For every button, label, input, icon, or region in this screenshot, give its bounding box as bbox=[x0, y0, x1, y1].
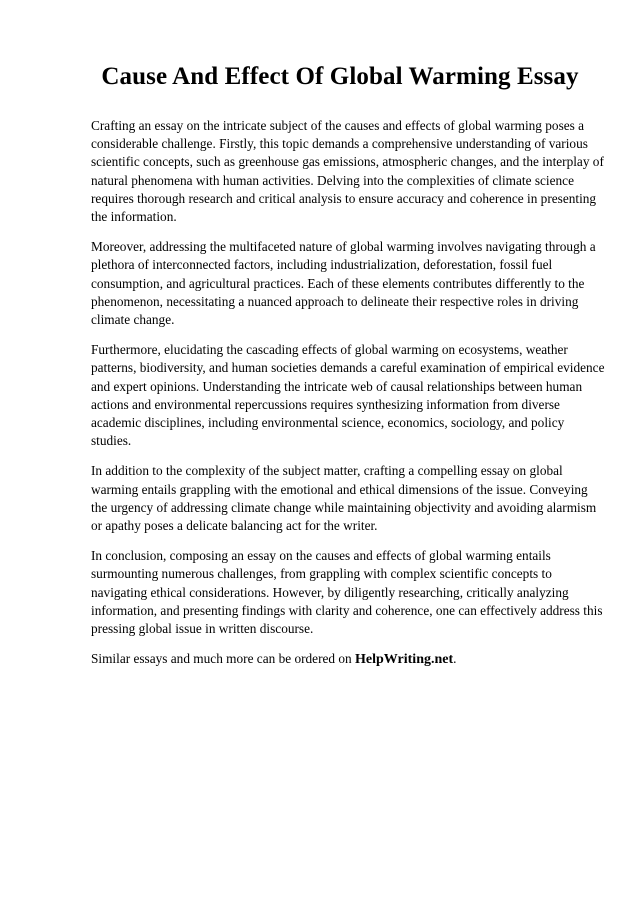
paragraph-4: In addition to the complexity of the subject matter, crafting a compelling essay on global warming entails grappling with the emotional and ethical dimensions of the issue. Conveying the urgency of addressing climate change while maintaining objectivity and avoiding alarmism or apathy poses a delicate balancing act for the writer. bbox=[91, 463, 597, 534]
closing-prefix: Similar essays and much more can be ordered on bbox=[91, 651, 356, 667]
closing-paragraph bbox=[91, 650, 606, 669]
closing-suffix: . bbox=[453, 651, 457, 667]
helpwriting-link[interactable]: HelpWriting.net bbox=[355, 652, 454, 668]
paragraph-3: Furthermore, elucidating the cascading effects of global warming on ecosystems, weather patterns, biodiversity, and human societies demands a careful examination of empirical evidence and expert opinions. Understanding the intricate web of causal relationships between human actions and environmental repercussions requires synthesizing information from diverse academic disciplines, including environmental science, economics, sociology, and policy studies. bbox=[91, 342, 605, 449]
paragraph-1: Crafting an essay on the intricate subject of the causes and effects of global warming poses a considerable challenge. Firstly, this topic demands a comprehensive understanding of various scientific concepts, such as greenhouse gas emissions, atmospheric changes, and the interplay of natural phenomena with human activities. Delving into the complexities of climate science requires thorough research and critical analysis to ensure accuracy and coherence in presenting the information. bbox=[91, 118, 604, 225]
paragraph-2: Moreover, addressing the multifaceted nature of global warming involves navigating through a plethora of interconnected factors, including industrialization, deforestation, fossil fuel consumption, and agricultural practices. Each of these elements contributes differently to the phenomenon, necessitating a nuanced approach to delineate their respective roles in driving climate change. bbox=[91, 239, 596, 328]
paragraph-5: In conclusion, composing an essay on the causes and effects of global warming entails surmounting numerous challenges, from grappling with complex scientific concepts to navigating ethical considerations. However, by diligently researching, critically analyzing information, and presenting findings with clarity and coherence, one can effectively address this pressing global issue in written discourse. bbox=[91, 548, 603, 637]
document-body bbox=[91, 117, 606, 681]
document-title: Cause And Effect Of Global Warming Essay bbox=[101, 63, 579, 90]
